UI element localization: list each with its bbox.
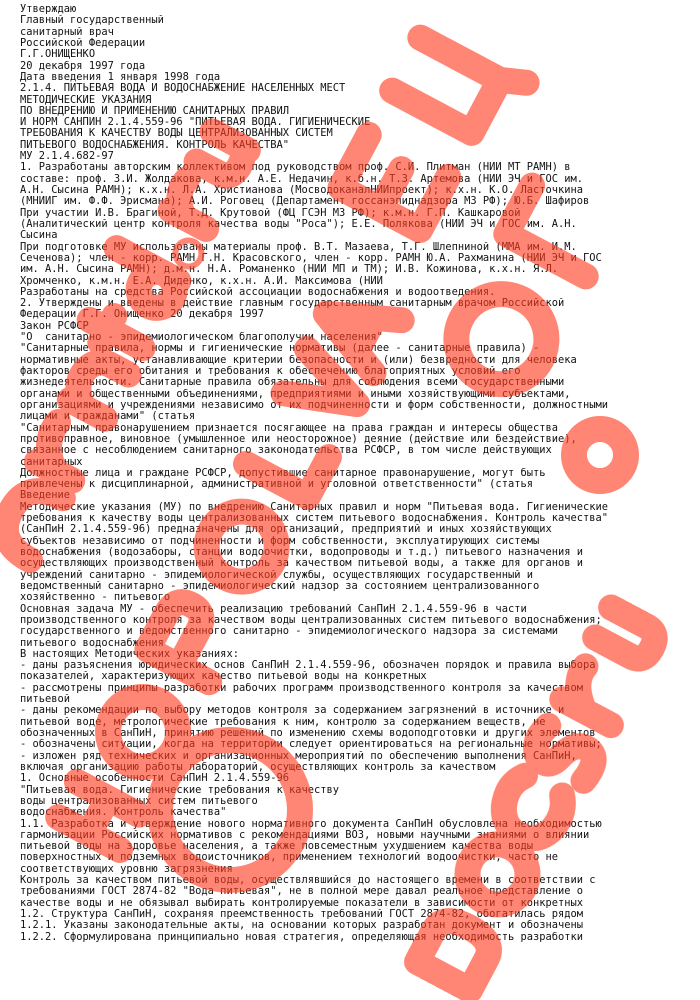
document-line: В настоящих Методических указаниях: (20, 648, 239, 660)
document-line: составе: проф. З.И. Жолдакова, к.м.н. А.Е. Недачин, к.б.н. Т.З. Артемова (НИИ ЭЧ и ГОС им. (20, 173, 584, 185)
document-line: ТРЕБОВАНИЯ К КАЧЕСТВУ ВОДЫ ЦЕНТРАЛИЗОВАННЫХ СИСТЕМ (20, 128, 333, 140)
document-line: осуществляющих производственный контроль за качеством питьевой воды, а также для органов и (20, 558, 584, 570)
document-line: Сеченова); член - корр. РАМН Г.Н. Красовского, член - корр. РАМН Ю.А. Рахманина (НИИ ЭЧ и ГОС (20, 252, 602, 264)
document-line: требованиями ГОСТ 2874-82 "Вода питьевая", не в полной мере давал реальное представление о (20, 886, 584, 898)
document-line: Главный государственный (20, 15, 164, 27)
document-line: питьевой (20, 694, 71, 706)
document-line: "Санитарные правила, нормы и гигиенические нормативы (далее - санитарные правила) - (20, 343, 540, 355)
document-line: (Аналитический центр контроля качества воды "Роса"); Е.Е. Поляковa (НИИ ЭЧ и ГОС им. А.Н. (20, 218, 577, 230)
document-line: государственного и ведомственного санитарно - эпидемиологического надзора за системами (20, 626, 558, 638)
document-line: показателей, характеризующих качество питьевой воды на конкретных (20, 671, 427, 683)
document-line: воды централизованных систем питьевого (20, 795, 258, 807)
document-line: МУ 2.1.4.682-97 (20, 151, 114, 163)
document-line: "Санитарным правонарушением признается посягающее на права граждан и интересы общества (20, 422, 558, 434)
document-line: Контроль за качеством питьевой воды, осуществлявшийся до настоящего времени в соответствии с (20, 875, 596, 887)
document-line: А.Н. Сысина РАМН); к.х.н. Л.А. Христианова (МосводоканалНИИпроект); к.х.н. К.О. Ласточкина (20, 185, 584, 196)
document-line: (МНИИГ им. Ф.Ф. Эрисмана); А.И. Роговец (Департамент госсанэпиднадзора МЗ РФ); Ю.Б. Шафиров (20, 196, 590, 208)
document-line: субъектов независимо от подчиненности и форм собственности, эксплуатирующих системы (20, 535, 540, 547)
document-line: "Питьевая вода. Гигиенические требования к качеству (20, 784, 340, 796)
document-line: требования к качеству воды централизованных систем питьевого водоснабжения. Контроль качества" (20, 513, 609, 525)
document-line: противоправное, виновное (умышленное или неосторожное) деяние (действие или бездействие), (20, 433, 577, 445)
document-line: Дата введения 1 января 1998 года (20, 71, 221, 83)
document-line: Введение (20, 490, 71, 502)
document-line: И НОРМ САНПИН 2.1.4.559-96 "ПИТЬЕВАЯ ВОДА. ГИГИЕНИЧЕСКИЕ (20, 117, 371, 129)
document-line: лицами и гражданами" (статья (20, 411, 196, 423)
document-line: Сысина (20, 230, 58, 242)
document-line: Разработаны на средства Российской ассоциации водоснабжения и водоотведения. (20, 286, 496, 298)
document-line: 1.2.1. Указаны законодательные акты, на основании которых разработан документ и обозначены (20, 920, 584, 932)
document-line: включая организацию работы лабораторий, осуществляющих контроль за качеством (20, 761, 496, 773)
document-line: "О санитарно - эпидемиологическом благополучии населения" (20, 332, 383, 344)
document-line: ПО ВНЕДРЕНИЮ И ПРИМЕНЕНИЮ САНИТАРНЫХ ПРАВИЛ (20, 105, 289, 117)
document-line: Г.Г.ОНИЩЕНКО (20, 49, 96, 61)
document-line: 1.2.2. Сформулирована принципиально новая стратегия, определяющая необходимость разработки (20, 931, 584, 943)
document-line: Хромченко, к.м.н. Е.А. Диденко, к.х.н. А.И. Максимова (НИИ (20, 275, 383, 287)
document-line: При подготовке МУ использованы материалы проф. В.Т. Мазаева, Т.Г. Шлепниной (ММА им. И.М. (20, 241, 577, 253)
document-line: питьевого водоснабжения (20, 637, 164, 649)
document-line: организациями и учреждениями независимо от их подчиненности и форм собственности, должностными (20, 399, 609, 411)
document-line: Методические указания (МУ) по внедрению Санитарных правил и норм "Питьевая вода. Гигиенические (20, 501, 609, 513)
document-line: Закон РСФСР (20, 320, 89, 332)
document-line: органами и общественными объединениями, предприятиями и иными хозяйствующими субъектами, (20, 388, 571, 400)
document-line: гармонизации Российских нормативов с рекомендациями ВОЗ, новыми научными знаниями о влиянии (20, 829, 590, 841)
document-line: МЕТОДИЧЕСКИЕ УКАЗАНИЯ (20, 94, 152, 106)
document-line: Федерации Г.Г. Онищенко 20 декабря 1997 (20, 309, 264, 321)
document-line: санитарный врач (20, 26, 114, 38)
document-line: 2. Утверждены и введены в действие главным государственным санитарным врачом Российской (20, 298, 565, 310)
document-line: качестве воды и не обязывал выбирать контролируемые показатели в зависимости от конкретных (20, 897, 584, 909)
document-line: соответствующих уровню загрязнения (20, 863, 233, 875)
document-line: санитарных (20, 456, 83, 468)
document-line: учреждений санитарно - эпидемиологической службы, осуществляющих государственный и (20, 569, 533, 581)
document-line: - даны разъяснения юридических основ СанПиН 2.1.4.559-96, обозначен порядок и правила выбора (20, 660, 596, 672)
document-line: хозяйственно - питьевого (20, 592, 171, 604)
document-line: 1.1. Разработка и утверждение нового нормативного документа СанПиН обусловлена необходимостью (20, 818, 602, 830)
document-line: связанное с несоблюдением санитарного законодательства РСФСР, в том числе действующих (20, 445, 552, 457)
document-line: факторов среды его обитания и требования к обеспечению благоприятных условий его (20, 366, 521, 377)
document-line: водоснабжения (водозаборы, станции водоочистки, водопроводы и т.д.) питьевого назначения и (20, 547, 584, 558)
document-body (20, 4, 695, 943)
document-line: водоснабжения. Контроль качества" (20, 807, 227, 819)
document-line: производственного контроля за качеством воды централизованных систем питьевого водоснабжения; (20, 614, 602, 626)
document-line: питьевой воде, метрологические требования к ним, контролю за содержанием веществ, не (20, 716, 546, 728)
document-line: - рассмотрены принципы разработки рабочих программ производственного контроля за качеством (20, 682, 584, 694)
document-line: Должностные лица и граждане РСФСР, допустившие санитарное правонарушение, могут быть (20, 467, 546, 479)
document-line: 1. Основные особенности СанПиН 2.1.4.559-96 (20, 773, 289, 785)
document-line: питьевой воды на здоровье населения, а также повсеместным ухудшением качества воды (20, 841, 533, 853)
document-line: - изложен ряд технических и организационных мероприятий по обеспечению выполнения СанПиН, (20, 750, 577, 762)
document-line: При участии И.В. Брагиной, Т.Д. Крутовой (ФЦ ГСЭН МЗ РФ); к.м.н. Г.П. Кашкаровой (20, 207, 521, 219)
document-line: (СанПиН 2.1.4.559-96) предназначены для организаций, предприятий и иных хозяйствующих (20, 524, 552, 536)
document-line: Основная задача МУ - обеспечить реализацию требований СанПиН 2.1.4.559-96 в части (20, 603, 527, 615)
document-line: им. А.Н. Сысина РАМН); д.м.н. Н.А. Романенко (НИИ МП и ТМ); И.В. Кожинова, к.х.н. Я.Л. (20, 264, 558, 276)
document-line: - обозначены ситуации, когда на территории следует ориентироваться на региональные нормативы; (20, 739, 602, 751)
document-line: 1. Разработаны авторским коллективом под руководством проф. С.И. Плитман (НИИ МТ РАМН) в (20, 162, 571, 174)
document-line: привлечены к дисциплинарной, административной и уголовной ответственности" (статья (20, 479, 533, 491)
document-line: Утверждаю (20, 4, 77, 15)
document-line: обозначенных в СанПиН, принятию решений по изменению схемы водоподготовки и других элементов (20, 728, 596, 739)
document-line: Российской Федерации (20, 37, 146, 49)
document-line: жизнедеятельности. Санитарные правила обязательны для соблюдения всеми государственными (20, 377, 565, 389)
document-line: 20 декабря 1997 года (20, 60, 146, 72)
document-line: ведомственный санитарно - эпидемиологический надзор за состоянием централизованного (20, 580, 540, 592)
document-line: нормативные акты, устанавливающие критерии безопасности и (или) безвредности для человека (20, 354, 577, 366)
document-line: ПИТЬЕВОГО ВОДОСНАБЖЕНИЯ. КОНТРОЛЬ КАЧЕСТВА" (20, 139, 289, 151)
document-line: - даны рекомендации по выбору методов контроля за содержанием загрязнений в источнике и (20, 705, 565, 717)
document-line: поверхностных и подземных водоисточников, применением технологий водоочистки, часто не (20, 852, 558, 864)
document-line: 1.2. Структура СанПиН, сохраняя преемственность требований ГОСТ 2874-82, обогатилась рядом (20, 909, 584, 920)
document-line: 2.1.4. ПИТЬЕВАЯ ВОДА И ВОДОСНАБЖЕНИЕ НАСЕЛЕННЫХ МЕСТ (20, 83, 346, 95)
